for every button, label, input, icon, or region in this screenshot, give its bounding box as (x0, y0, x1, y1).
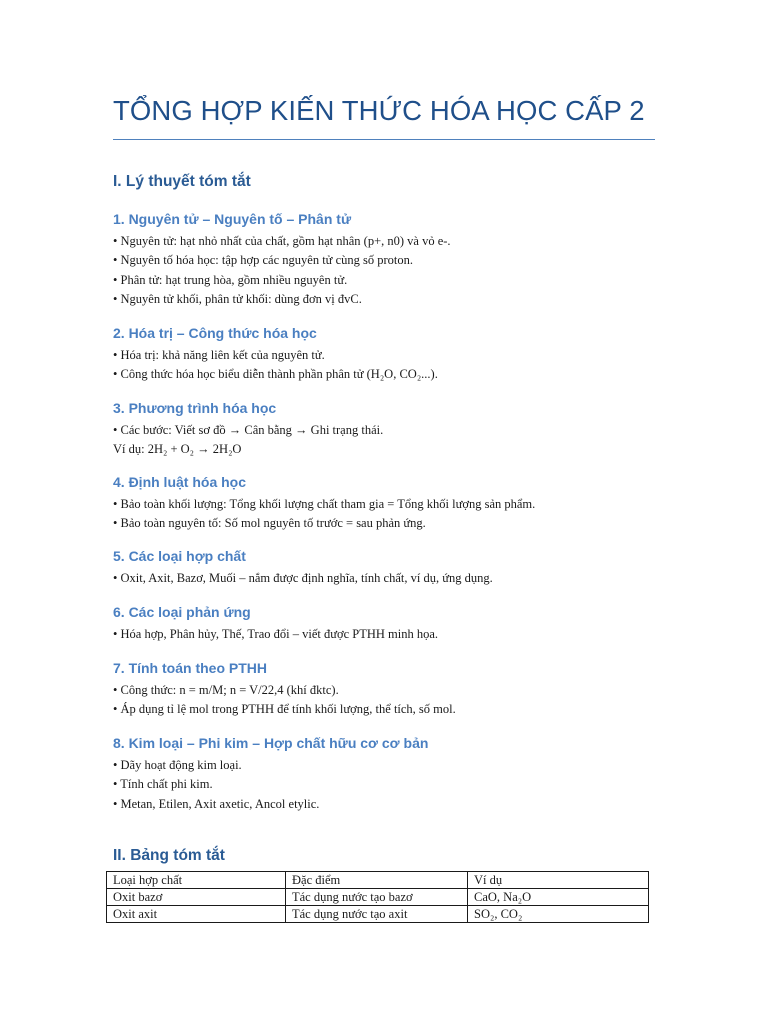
subsection-4-body (113, 495, 535, 534)
list-item: • Phân tử: hạt trung hòa, gồm nhiều nguyên tử. (113, 272, 348, 287)
list-item: • Metan, Etilen, Axit axetic, Ancol etylic. (113, 796, 320, 811)
table-cell: SO₂, CO₂ (468, 906, 649, 923)
table-header-cell: Ví dụ (468, 872, 649, 889)
list-item: • Bảo toàn khối lượng: Tổng khối lượng chất tham gia = Tổng khối lượng sản phẩm. (113, 497, 536, 511)
subsection-heading-8: 8. Kim loại – Phi kim – Hợp chất hữu cơ cơ bản (113, 735, 429, 751)
summary-table (106, 871, 649, 923)
table-cell: Tác dụng nước tạo axit (286, 906, 468, 923)
list-item: • Các bước: Viết sơ đồ → Cân bằng → Ghi trạng thái. (113, 423, 384, 437)
subsection-heading-7: 7. Tính toán theo PTHH (113, 660, 267, 676)
list-item: • Nguyên tử khối, phân tử khối: dùng đơn vị đvC. (113, 291, 362, 306)
section-heading-theory: I. Lý thuyết tóm tắt (113, 173, 251, 190)
title-underline (113, 139, 655, 140)
example-line: Ví dụ: 2H₂ + O₂ → 2H₂O (113, 442, 242, 457)
list-item: • Bảo toàn nguyên tố: Số mol nguyên tố trước = sau phản ứng. (113, 516, 426, 531)
document-title: TỔNG HỢP KIẾN THỨC HÓA HỌC CẤP 2 (113, 95, 645, 126)
subsection-heading-1: 1. Nguyên tử – Nguyên tố – Phân tử (113, 211, 352, 227)
subsection-heading-3: 3. Phương trình hóa học (113, 400, 277, 416)
subsection-heading-6: 6. Các loại phản ứng (113, 604, 251, 620)
list-item: • Oxit, Axit, Bazơ, Muối – nắm được định nghĩa, tính chất, ví dụ, ứng dụng. (113, 571, 493, 585)
table-row (107, 889, 649, 906)
table-row (107, 906, 649, 923)
table-header-cell: Đặc điểm (286, 872, 468, 889)
subsection-3-body (113, 421, 383, 460)
table-cell: Tác dụng nước tạo bazơ (286, 889, 468, 906)
table-header-cell: Loại hợp chất (107, 872, 286, 889)
subsection-heading-2: 2. Hóa trị – Công thức hóa học (113, 325, 317, 341)
list-item: • Nguyên tử: hạt nhỏ nhất của chất, gồm hạt nhân (p+, n0) và vỏ e-. (113, 234, 451, 248)
subsection-heading-5: 5. Các loại hợp chất (113, 548, 246, 564)
list-item: • Tính chất phi kim. (113, 777, 213, 792)
list-item: • Hóa hợp, Phân hủy, Thế, Trao đổi – viết được PTHH minh họa. (113, 627, 439, 641)
table-header-row (107, 872, 649, 889)
list-item: • Hóa trị: khả năng liên kết của nguyên tử. (113, 348, 325, 362)
table-cell: Oxit axit (107, 906, 286, 923)
subsection-1-body (113, 232, 451, 309)
list-item: • Công thức hóa học biểu diễn thành phần phân tử (H₂O, CO₂...). (113, 367, 438, 382)
list-item: • Công thức: n = m/M; n = V/22,4 (khí đktc). (113, 683, 339, 697)
section-heading-summary: II. Bảng tóm tắt (113, 847, 225, 864)
list-item: • Nguyên tố hóa học: tập hợp các nguyên tử cùng số proton. (113, 253, 413, 268)
subsection-heading-4: 4. Định luật hóa học (113, 474, 247, 490)
subsection-5-body (113, 569, 493, 588)
list-item: • Áp dụng tỉ lệ mol trong PTHH để tính khối lượng, thể tích, số mol. (113, 702, 456, 717)
subsection-6-body (113, 625, 438, 644)
table-cell: Oxit bazơ (107, 889, 286, 906)
subsection-7-body (113, 681, 456, 720)
table-cell: CaO, Na₂O (468, 889, 649, 906)
list-item: • Dãy hoạt động kim loại. (113, 758, 242, 772)
subsection-2-body (113, 346, 438, 385)
subsection-8-body (113, 756, 319, 814)
